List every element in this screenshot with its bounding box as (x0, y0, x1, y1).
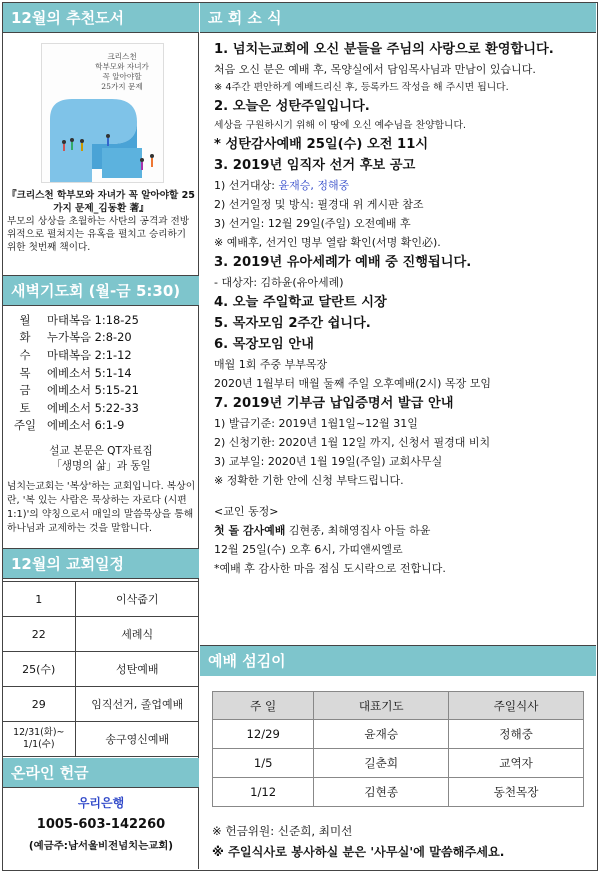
prayer-row (3, 346, 199, 364)
schedule-date: 29 (3, 687, 75, 722)
news-text: ※ 정확한 기한 안에 신청 부탁드립니다. (214, 474, 404, 487)
meditation-note: 넘치는교회는 '복상'하는 교회입니다. 복상이란, '복 있는 사람은 묵상하는 자로다 (시편1:1)'의 약칭으로서 매일의 말씀묵상을 통해 하나님과 교제하는 것을 말합니다. (7, 481, 196, 534)
offering-committee: ※ 헌금위원: 신준희, 최미선 (212, 824, 353, 838)
bulletin-page (2, 2, 598, 871)
news-text: - 대상자: 김하윤(유아세례) (214, 276, 344, 289)
prayer-passage: 에베소서 5:22-33 (47, 400, 139, 415)
serve-cell: 동천목장 (449, 778, 584, 807)
member-news-text: 12월 25일(수) 오후 6시, 가띠앤씨엘로 (214, 543, 403, 556)
schedule-date: 25(수) (3, 652, 75, 687)
serve-cell: 윤재승 (314, 720, 449, 749)
news-text: 1) 발급기준: 2019년 1월1일~12월 31일 (214, 417, 418, 430)
schedule-event: 세례식 (75, 617, 199, 652)
prayer-day: 금 (19, 383, 31, 398)
serve-cell: 12/29 (213, 720, 314, 749)
serve-row (213, 720, 584, 749)
cover-line: 꼭 알아야할 (102, 72, 142, 81)
cover-line: 크리스천 (107, 52, 137, 61)
news-item: 3. 2019년 유아세례가 예배 중 진행됩니다. (214, 255, 472, 270)
schedule-event: 성탄예배 (75, 652, 199, 687)
news-header: 교 회 소 식 (200, 3, 596, 33)
news-text: 세상을 구원하시기 위해 이 땅에 오신 예수님을 찬양합니다. (214, 120, 467, 131)
prayer-row (3, 329, 199, 347)
book-header: 12월의 추천도서 (3, 3, 199, 33)
serve-cell: 1/5 (213, 749, 314, 778)
prayer-passage: 에베소서 5:15-21 (47, 383, 139, 398)
serve-cell: 1/12 (213, 778, 314, 807)
prayer-row (3, 417, 199, 435)
news-text (214, 176, 590, 195)
right-column (200, 3, 596, 869)
schedule-row (3, 722, 199, 757)
schedule-row (3, 582, 199, 617)
prayer-passage: 에베소서 5:1-14 (47, 365, 132, 380)
news-text: 2020년 1월부터 매월 둘째 주일 오후예배(2시) 목장 모임 (214, 377, 491, 390)
news-text: 2) 신청기한: 2020년 1월 12일 까지, 신청서 필경대 비치 (214, 436, 491, 449)
online-header: 온라인 헌금 (3, 758, 199, 788)
schedule-section (3, 548, 199, 579)
news-item: 4. 오늘 주일학교 달란트 시장 (214, 295, 387, 310)
prayer-day: 월 (19, 312, 31, 327)
prayer-passage: 마태복음 1:18-25 (47, 312, 139, 327)
footer-notes (212, 821, 592, 863)
prayer-row (3, 381, 199, 399)
account-holder: (예금주:남서울비전넘치는교회) (28, 840, 174, 852)
schedule-row (3, 617, 199, 652)
news-item: 5. 목자모임 2주간 쉽니다. (214, 316, 371, 331)
schedule-date: 22 (3, 617, 75, 652)
schedule-date: 1 (3, 582, 75, 617)
prayer-passage: 마태복음 2:1-12 (47, 347, 132, 362)
prayer-row (3, 364, 199, 382)
member-news-bold: 첫 돌 감사예배 (214, 524, 286, 537)
prayer-list (3, 311, 199, 434)
qt-line: 「생명의 삶」과 동일 (51, 460, 151, 472)
news-text: 처음 오신 분은 예배 후, 목양실에서 담임목사님과 만남이 있습니다. (214, 63, 536, 76)
news-item: 2. 오늘은 성탄주일입니다. (214, 99, 370, 114)
schedule-event: 송구영신예배 (75, 722, 199, 757)
prayer-passage: 누가복음 2:8-20 (47, 330, 132, 345)
news-item: * 성탄감사예배 25일(수) 오전 11시 (214, 137, 429, 152)
serve-col-header: 주일식사 (449, 692, 584, 720)
schedule-row (3, 687, 199, 722)
qt-note (3, 444, 199, 474)
serve-col-header: 대표기도 (314, 692, 449, 720)
news-text: ※ 예배후, 선거인 명부 열람 확인(서명 확인必). (214, 236, 441, 249)
serve-header-row (213, 692, 584, 720)
prayer-day: 수 (19, 347, 31, 362)
candidate-names: 윤재승, 정해중 (278, 179, 350, 192)
news-text: ※ 4주간 편안하게 예배드리신 후, 등록카드 작성을 해 주시면 됩니다. (214, 82, 509, 93)
book-section (3, 3, 199, 33)
schedule-date: 12/31(화)~ 1/1(수) (3, 722, 75, 757)
member-news-text (214, 521, 590, 540)
news-text-part: 1) 선거대상: (214, 179, 279, 192)
schedule-header: 12월의 교회일정 (3, 549, 199, 579)
prayer-day: 화 (19, 330, 31, 345)
book-caption (7, 189, 195, 254)
news-text: 3) 교부일: 2020년 1월 19일(주일) 교회사무실 (214, 455, 443, 468)
serve-cell: 정해중 (449, 720, 584, 749)
member-news-rest: 김현종, 최해영집사 아들 하윤 (285, 524, 431, 537)
worship-header: 예배 섬김이 (200, 646, 596, 676)
schedule-event: 임직선거, 졸업예배 (75, 687, 199, 722)
prayer-row (3, 399, 199, 417)
schedule-table (3, 581, 199, 757)
left-column (3, 3, 199, 869)
serve-cell: 김현종 (314, 778, 449, 807)
worship-section (200, 645, 596, 676)
news-content (214, 39, 590, 578)
serve-cell: 길춘희 (314, 749, 449, 778)
prayer-day: 주일 (13, 418, 36, 433)
serve-row (213, 778, 584, 807)
online-section (3, 758, 199, 788)
prayer-row (3, 311, 199, 329)
cover-line: 학부모와 자녀가 (95, 62, 149, 71)
news-item: 6. 목장모임 안내 (214, 337, 314, 352)
meal-volunteer-note: ※ 주일식사로 봉사하실 분은 '사무실'에 말씀해주세요. (212, 845, 505, 859)
serve-cell: 교역자 (449, 749, 584, 778)
prayer-header: 새벽기도회 (월-금 5:30) (3, 276, 199, 306)
news-text: 2) 선거일정 및 방식: 필경대 위 게시판 참조 (214, 198, 424, 211)
qt-line: 설교 본문은 QT자료집 (49, 445, 153, 457)
member-news-text: *예배 후 감사한 마음 점심 도시락으로 전합니다. (214, 562, 446, 575)
bank-name: 우리은행 (77, 796, 125, 810)
news-item: 3. 2019년 임직자 선거 후보 공고 (214, 158, 416, 173)
serve-col-header: 주 일 (213, 692, 314, 720)
news-item: 1. 넘치는교회에 오신 분들을 주님의 사랑으로 환영합니다. (214, 42, 554, 57)
news-text: 3) 선거일: 12월 29일(주일) 오전예배 후 (214, 217, 411, 230)
schedule-row (3, 652, 199, 687)
schedule-event: 이삭줍기 (75, 582, 199, 617)
book-cover-image (41, 43, 164, 183)
prayer-day: 토 (19, 400, 31, 415)
book-title: 『크리스천 학부모와 자녀가 꼭 알아야할 25가지 문제_김동환 著』 (7, 190, 195, 214)
news-text: 매월 1회 주중 부부목장 (214, 358, 328, 371)
serve-table (212, 691, 584, 807)
book-description: 부모의 상상을 초월하는 사탄의 공격과 전방위적으로 펼쳐지는 유혹을 펼치고 승리하기 위한 첫번째 책이다. (7, 216, 190, 253)
bank-info (3, 793, 199, 855)
prayer-day: 목 (19, 365, 31, 380)
book-cover-title (84, 52, 160, 92)
prayer-passage: 에베소서 6:1-9 (47, 418, 125, 433)
serve-row (213, 749, 584, 778)
prayer-section (3, 275, 199, 306)
news-item: 7. 2019년 기부금 납입증명서 발급 안내 (214, 396, 454, 411)
cover-line: 25가지 문제 (101, 82, 143, 91)
member-news-title: <교인 동정> (214, 505, 279, 518)
account-number: 1005-603-142260 (36, 817, 166, 832)
